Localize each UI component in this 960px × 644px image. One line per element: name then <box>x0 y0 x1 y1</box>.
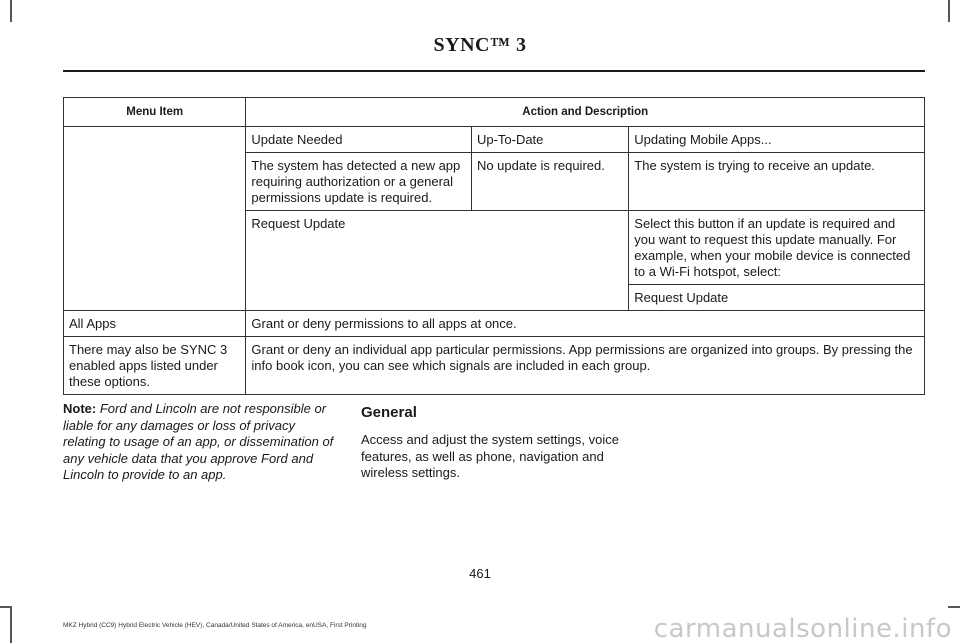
col-action: Action and Description <box>246 98 925 127</box>
footer-text: MKZ Hybrid (CC9) Hybrid Electric Vehicle (HEV), Canada/United States of America, enUSA, First Printing <box>63 622 367 629</box>
cell-request-update-desc: Select this button if an update is required and you want to request this update manually. For example, when your mobile device is connected to a Wi-Fi hotspot, select: <box>629 211 925 285</box>
table-header-row <box>64 98 925 127</box>
cell-update-needed-desc: The system has detected a new app requiring authorization or a general permissions update is required. <box>246 153 472 211</box>
note-paragraph <box>63 401 341 484</box>
cell-all-apps: All Apps <box>64 311 246 337</box>
page-number: 461 <box>469 566 491 581</box>
cell-updating-apps: Updating Mobile Apps... <box>629 127 925 153</box>
page-title: SYNC™ 3 <box>433 34 527 56</box>
crop-mark-top-right <box>948 0 950 22</box>
cell-sync-apps: There may also be SYNC 3 enabled apps listed under these options. <box>64 337 246 395</box>
crop-mark-bottom-right-h <box>948 606 960 608</box>
cell-request-update: Request Update <box>246 211 629 311</box>
note-text: Ford and Lincoln are not responsible or liable for any damages or loss of privacy relating to usage of an app, or dissemination of any vehicle data that you approve Ford and Lincoln to provide to an app. <box>63 401 334 482</box>
crop-mark-top-left <box>10 0 12 22</box>
cell-all-apps-desc: Grant or deny permissions to all apps at once. <box>246 311 925 337</box>
menu-table <box>63 97 925 395</box>
table-row <box>64 337 925 395</box>
table-row <box>64 127 925 153</box>
cell-up-to-date: Up-To-Date <box>471 127 628 153</box>
header-rule <box>63 70 925 72</box>
cell-update-needed: Update Needed <box>246 127 472 153</box>
section-text-general: Access and adjust the system settings, voice features, as well as phone, navigation and wireless settings. <box>361 432 619 480</box>
empty-menu-cell <box>64 127 246 311</box>
cell-sync-apps-desc: Grant or deny an individual app particular permissions. App permissions are organized into groups. By pressing the info book icon, you can see which signals are included in each group. <box>246 337 925 395</box>
crop-mark-bottom-left <box>10 606 12 643</box>
cell-request-update-btn: Request Update <box>629 285 925 311</box>
note-label: Note: <box>63 401 97 416</box>
col-menu-item: Menu Item <box>64 98 246 127</box>
cell-updating-desc: The system is trying to receive an update. <box>629 153 925 211</box>
table-row <box>64 311 925 337</box>
cell-up-to-date-desc: No update is required. <box>471 153 628 211</box>
watermark-logo: carmanualsonline.info <box>653 614 952 644</box>
section-title-general: General <box>361 404 417 421</box>
crop-mark-bottom-left-h <box>0 606 12 608</box>
